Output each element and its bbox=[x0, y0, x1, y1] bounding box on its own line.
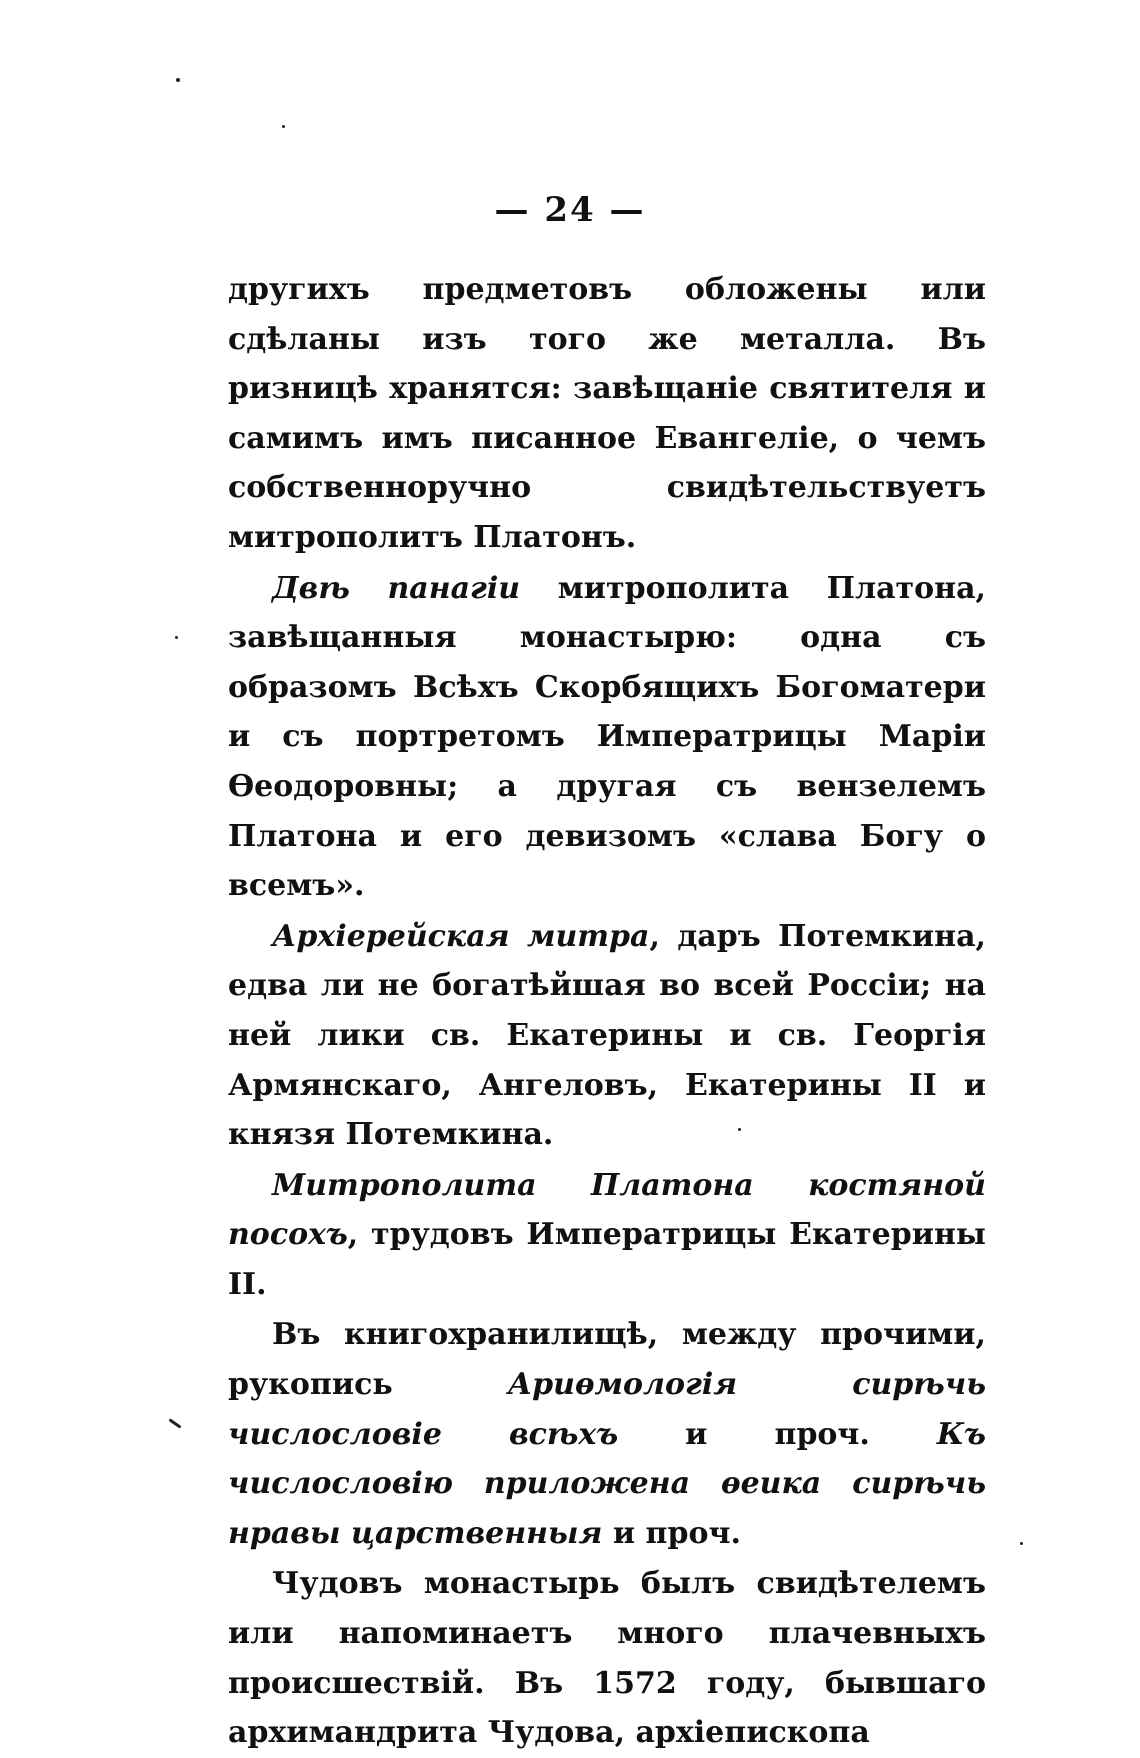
scan-speck bbox=[738, 1128, 741, 1131]
text-run: митрополита Платона, завѣщанныя монастырю: одна съ образомъ Всѣхъ Скорбящихъ Богоматери и съ портретомъ Императрицы Маріи Ѳеодоровны; а другая съ вензелемъ Платона и его девизомъ «слава Богу о всемъ». bbox=[228, 570, 986, 904]
italic-run: Архіерейская митра bbox=[272, 918, 650, 954]
text-run: Чудовъ монастырь былъ свидѣтелемъ или напоминаетъ много плачевныхъ происшествій. Въ 1572 году, бывшаго архимандрита Чудова, архіепископа bbox=[228, 1566, 986, 1751]
scan-speck bbox=[282, 125, 285, 128]
scan-speck bbox=[1020, 1542, 1023, 1545]
scan-speck bbox=[176, 78, 180, 82]
italic-run: Двѣ панагіи bbox=[272, 570, 521, 606]
body-paragraph bbox=[228, 1161, 986, 1310]
italic-run: Митрополита Платона костяной посохъ bbox=[228, 1167, 986, 1253]
text-run: Въ книгохранилищѣ, между прочими, рукопись bbox=[228, 1317, 986, 1403]
italic-run: Ариѳмологія сирѣчь числословіе всѣхъ bbox=[228, 1367, 986, 1452]
text-run: , даръ Потемкина, едва ли не богатѣйшая во всей Россіи; на ней лики св. Екатерины и св. Георгія Армянскаго, Ангеловъ, Екатерины II и князя Потемкина. bbox=[228, 918, 986, 1153]
body-paragraph bbox=[228, 1310, 986, 1558]
scan-speck bbox=[175, 636, 178, 639]
text-run: и проч. bbox=[618, 1416, 937, 1452]
scan-speck bbox=[168, 1418, 181, 1428]
body-paragraph bbox=[228, 265, 986, 563]
body-paragraph bbox=[228, 564, 986, 911]
text-run: другихъ предметовъ обложены или сдѣланы изъ того же металла. Въ ризницѣ хранятся: завѣщаніе святителя и самимъ имъ писанное Евангеліе, о чемъ собственноручно свидѣтельствуетъ митрополитъ Платонъ. bbox=[228, 272, 986, 555]
text-run: , трудовъ Императрицы Екатерины II. bbox=[228, 1217, 986, 1302]
text-block bbox=[228, 265, 986, 1758]
page-number: — 24 — bbox=[494, 190, 646, 230]
body-paragraph bbox=[228, 1559, 986, 1757]
body-paragraph bbox=[228, 912, 986, 1160]
italic-run: Къ числословію приложена ѳеика сирѣчь нравы царственныя bbox=[228, 1416, 986, 1551]
text-run: и проч. bbox=[602, 1515, 741, 1551]
